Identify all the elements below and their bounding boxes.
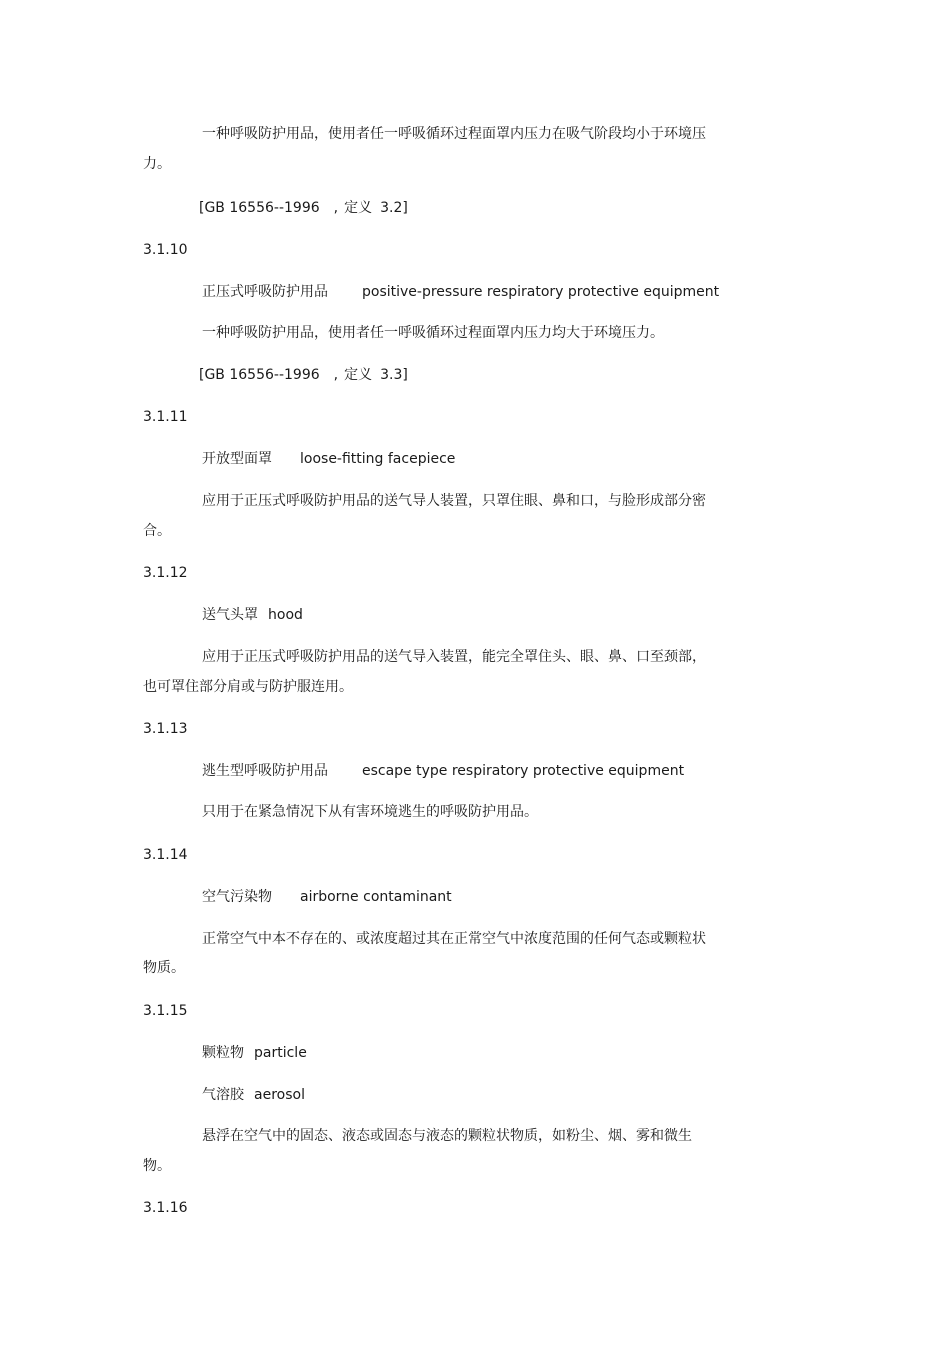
section-number: 3.1.15 bbox=[143, 1003, 188, 1019]
definition-line: 物质。 bbox=[143, 960, 185, 976]
citation-num: 3.2] bbox=[380, 200, 408, 216]
section-number: 3.1.12 bbox=[143, 565, 188, 581]
term-zh: 颗粒物 bbox=[202, 1045, 244, 1061]
term-heading bbox=[202, 887, 452, 907]
citation bbox=[199, 198, 408, 218]
definition-line: 悬浮在空气中的固态、液态或固态与液态的颗粒状物质，如粉尘、烟、雾和微生 bbox=[202, 1128, 692, 1144]
term-en: aerosol bbox=[254, 1087, 305, 1103]
definition-line: 应用于正压式呼吸防护用品的送气导入装置，能完全罩住头、眼、鼻、口至颈部， bbox=[202, 649, 706, 665]
citation bbox=[199, 365, 408, 385]
section-number: 3.1.16 bbox=[143, 1200, 188, 1216]
term-zh: 气溶胶 bbox=[202, 1087, 244, 1103]
definition-line: 应用于正压式呼吸防护用品的送气导人装置，只罩住眼、鼻和口，与脸形成部分密 bbox=[202, 493, 706, 509]
section-number: 3.1.10 bbox=[143, 242, 188, 258]
term-zh: 逃生型呼吸防护用品 bbox=[202, 763, 328, 779]
term-zh: 正压式呼吸防护用品 bbox=[202, 284, 328, 300]
citation-ref: [GB 16556--1996 bbox=[199, 200, 320, 216]
citation-comma: , bbox=[333, 200, 339, 216]
term-en: positive-pressure respiratory protective equipment bbox=[362, 284, 720, 300]
definition-line: 也可罩住部分肩或与防护服连用。 bbox=[143, 679, 353, 695]
term-en: escape type respiratory protective equipment bbox=[362, 763, 685, 779]
term-en: airborne contaminant bbox=[300, 889, 452, 905]
citation-ref: [GB 16556--1996 bbox=[199, 367, 320, 383]
term-heading bbox=[202, 1085, 305, 1105]
term-heading bbox=[202, 449, 455, 469]
term-en: loose-fitting facepiece bbox=[300, 451, 456, 467]
citation-comma: , bbox=[333, 367, 339, 383]
section-number: 3.1.13 bbox=[143, 721, 188, 737]
definition-line: 合。 bbox=[143, 523, 171, 539]
citation-def: 定义 bbox=[344, 367, 373, 383]
definition-line: 物。 bbox=[143, 1158, 171, 1174]
definition: 只用于在紧急情况下从有害环境逃生的呼吸防护用品。 bbox=[202, 804, 538, 820]
term-en: particle bbox=[254, 1045, 307, 1061]
section-number: 3.1.14 bbox=[143, 847, 188, 863]
definition-line: 正常空气中本不存在的、或浓度超过其在正常空气中浓度范围的任何气态或颗粒状 bbox=[202, 931, 706, 947]
term-zh: 送气头罩 bbox=[202, 607, 258, 623]
citation-num: 3.3] bbox=[380, 367, 408, 383]
term-en: hood bbox=[268, 607, 303, 623]
citation-def: 定义 bbox=[344, 200, 373, 216]
definition: 一种呼吸防护用品，使用者任一呼吸循环过程面罩内压力均大于环境压力。 bbox=[202, 325, 664, 341]
section-number: 3.1.11 bbox=[143, 409, 188, 425]
term-zh: 空气污染物 bbox=[202, 889, 272, 905]
term-heading bbox=[202, 1043, 307, 1063]
term-heading bbox=[202, 605, 303, 625]
term-heading bbox=[202, 761, 684, 781]
term-heading bbox=[202, 282, 719, 302]
paragraph-line: 力。 bbox=[143, 156, 171, 172]
paragraph-line: 一种呼吸防护用品，使用者任一呼吸循环过程面罩内压力在吸气阶段均小于环境压 bbox=[202, 126, 706, 142]
term-zh: 开放型面罩 bbox=[202, 451, 272, 467]
